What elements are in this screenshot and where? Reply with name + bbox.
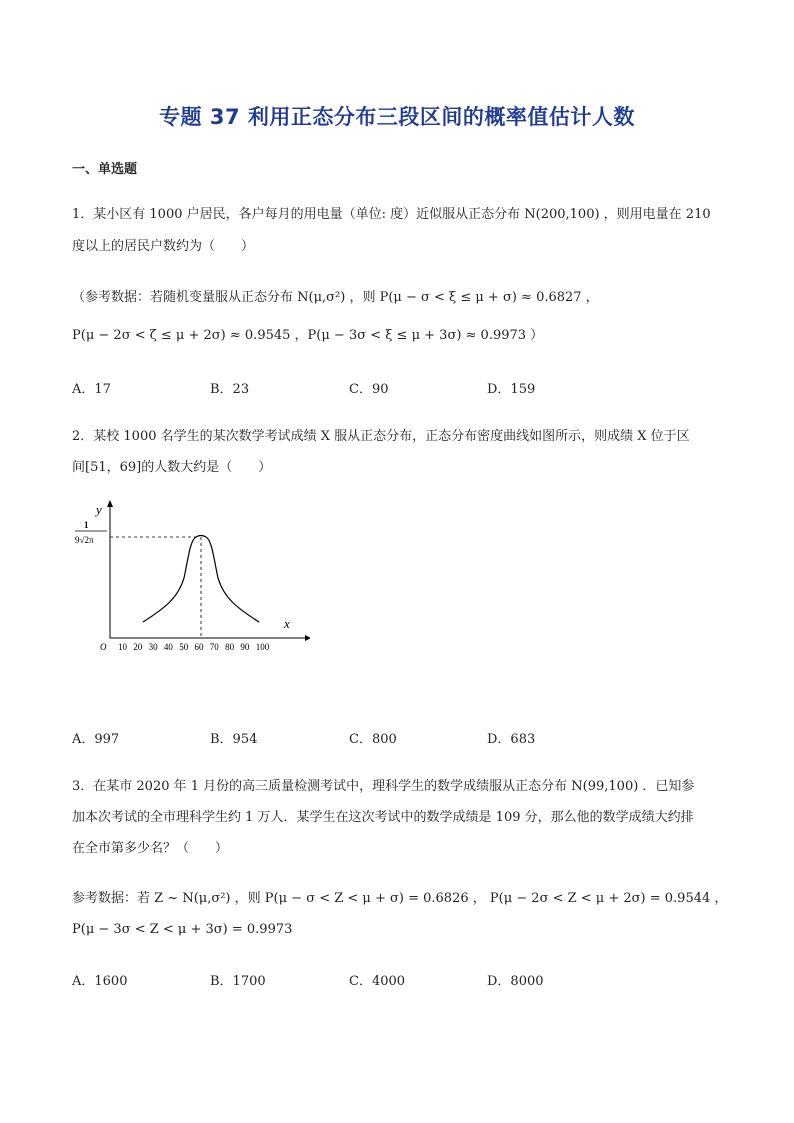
q2-option-d[interactable]: D．683 bbox=[487, 732, 536, 747]
page-title: 专题 37 利用正态分布三段区间的概率值估计人数 bbox=[159, 105, 635, 129]
q2-stem-line1: 2．某校 1000 名学生的某次数学考试成绩 X 服从正态分布，正态分布密度曲线如图所示，则成绩 X 位于区 bbox=[72, 429, 690, 444]
y-axis-label: y bbox=[96, 502, 102, 517]
normal-density-graph bbox=[70, 498, 310, 658]
q3-reference-line2: P(μ − 3σ < Z < μ + 3σ) = 0.9973 bbox=[72, 922, 293, 937]
x-axis-arrow bbox=[305, 635, 310, 641]
x-tick-label: 40 bbox=[163, 642, 173, 652]
x-tick-label: 10 bbox=[118, 642, 127, 652]
q1-option-d[interactable]: D．159 bbox=[487, 382, 536, 397]
peak-label-numerator: 1 bbox=[84, 520, 89, 530]
q3-option-c[interactable]: C．4000 bbox=[349, 974, 406, 989]
q1-reference-line1: （参考数据：若随机变量服从正态分布 N(μ,σ²) ，则 P(μ − σ < ξ ≤ μ + σ) ≈ 0.6827 ， bbox=[72, 290, 599, 305]
x-tick-label: 70 bbox=[209, 642, 219, 652]
q2-option-c[interactable]: C．800 bbox=[349, 732, 397, 747]
q3-option-a[interactable]: A．1600 bbox=[72, 974, 128, 989]
q1-option-a[interactable]: A．17 bbox=[72, 382, 111, 397]
peak-label-denominator: 9√2π bbox=[75, 535, 94, 545]
q3-option-d[interactable]: D．8000 bbox=[487, 974, 544, 989]
x-axis-label: x bbox=[284, 616, 290, 631]
q1-reference-line2: P(μ − 2σ < ζ ≤ μ + 2σ) ≈ 0.9545 ，P(μ − 3σ < ξ ≤ μ + 3σ) ≈ 0.9973 ） bbox=[72, 328, 544, 343]
x-tick-labels bbox=[118, 642, 270, 652]
q1-stem-line1: 1．某小区有 1000 户居民，各户每月的用电量（单位: 度）近似服从正态分布 N(200,100) ，则用电量在 210 bbox=[72, 207, 711, 222]
q1-stem-line2: 度以上的居民户数约为（ ） bbox=[72, 239, 255, 254]
x-tick-label: 20 bbox=[133, 642, 143, 652]
y-axis-arrow bbox=[107, 500, 113, 507]
section-heading: 一、单选题 bbox=[72, 162, 138, 177]
q3-stem-line1: 3．在某市 2020 年 1 月份的高三质量检测考试中，理科学生的数学成绩服从正态分布 N(99,100) ．已知参 bbox=[72, 779, 695, 794]
q3-reference-line1: 参考数据：若 Z ~ N(μ,σ²) ，则 P(μ − σ < Z < μ + σ) = 0.6826 ， P(μ − 2σ < Z < μ + 2σ) = 0.9544 ， bbox=[72, 891, 728, 906]
q2-option-a[interactable]: A．997 bbox=[72, 732, 120, 747]
origin-label: O bbox=[100, 642, 107, 652]
q2-stem-line2: 间[51，69]的人数大约是（ ） bbox=[72, 460, 272, 475]
x-tick-label: 60 bbox=[194, 642, 204, 652]
q1-option-c[interactable]: C．90 bbox=[349, 382, 389, 397]
q1-option-b[interactable]: B．23 bbox=[210, 382, 250, 397]
q3-stem-line2: 加本次考试的全市理科学生约 1 万人．某学生在这次考试中的数学成绩是 109 分，那么他的数学成绩大约排 bbox=[72, 810, 694, 825]
x-tick-label: 80 bbox=[225, 642, 235, 652]
q3-option-b[interactable]: B．1700 bbox=[210, 974, 266, 989]
x-tick-label: 30 bbox=[148, 642, 158, 652]
q2-option-b[interactable]: B．954 bbox=[210, 732, 258, 747]
x-tick-label: 100 bbox=[255, 642, 270, 652]
x-tick-label: 90 bbox=[240, 642, 250, 652]
q3-stem-line3: 在全市第多少名？（ ） bbox=[72, 841, 229, 856]
x-tick-label: 50 bbox=[179, 642, 189, 652]
